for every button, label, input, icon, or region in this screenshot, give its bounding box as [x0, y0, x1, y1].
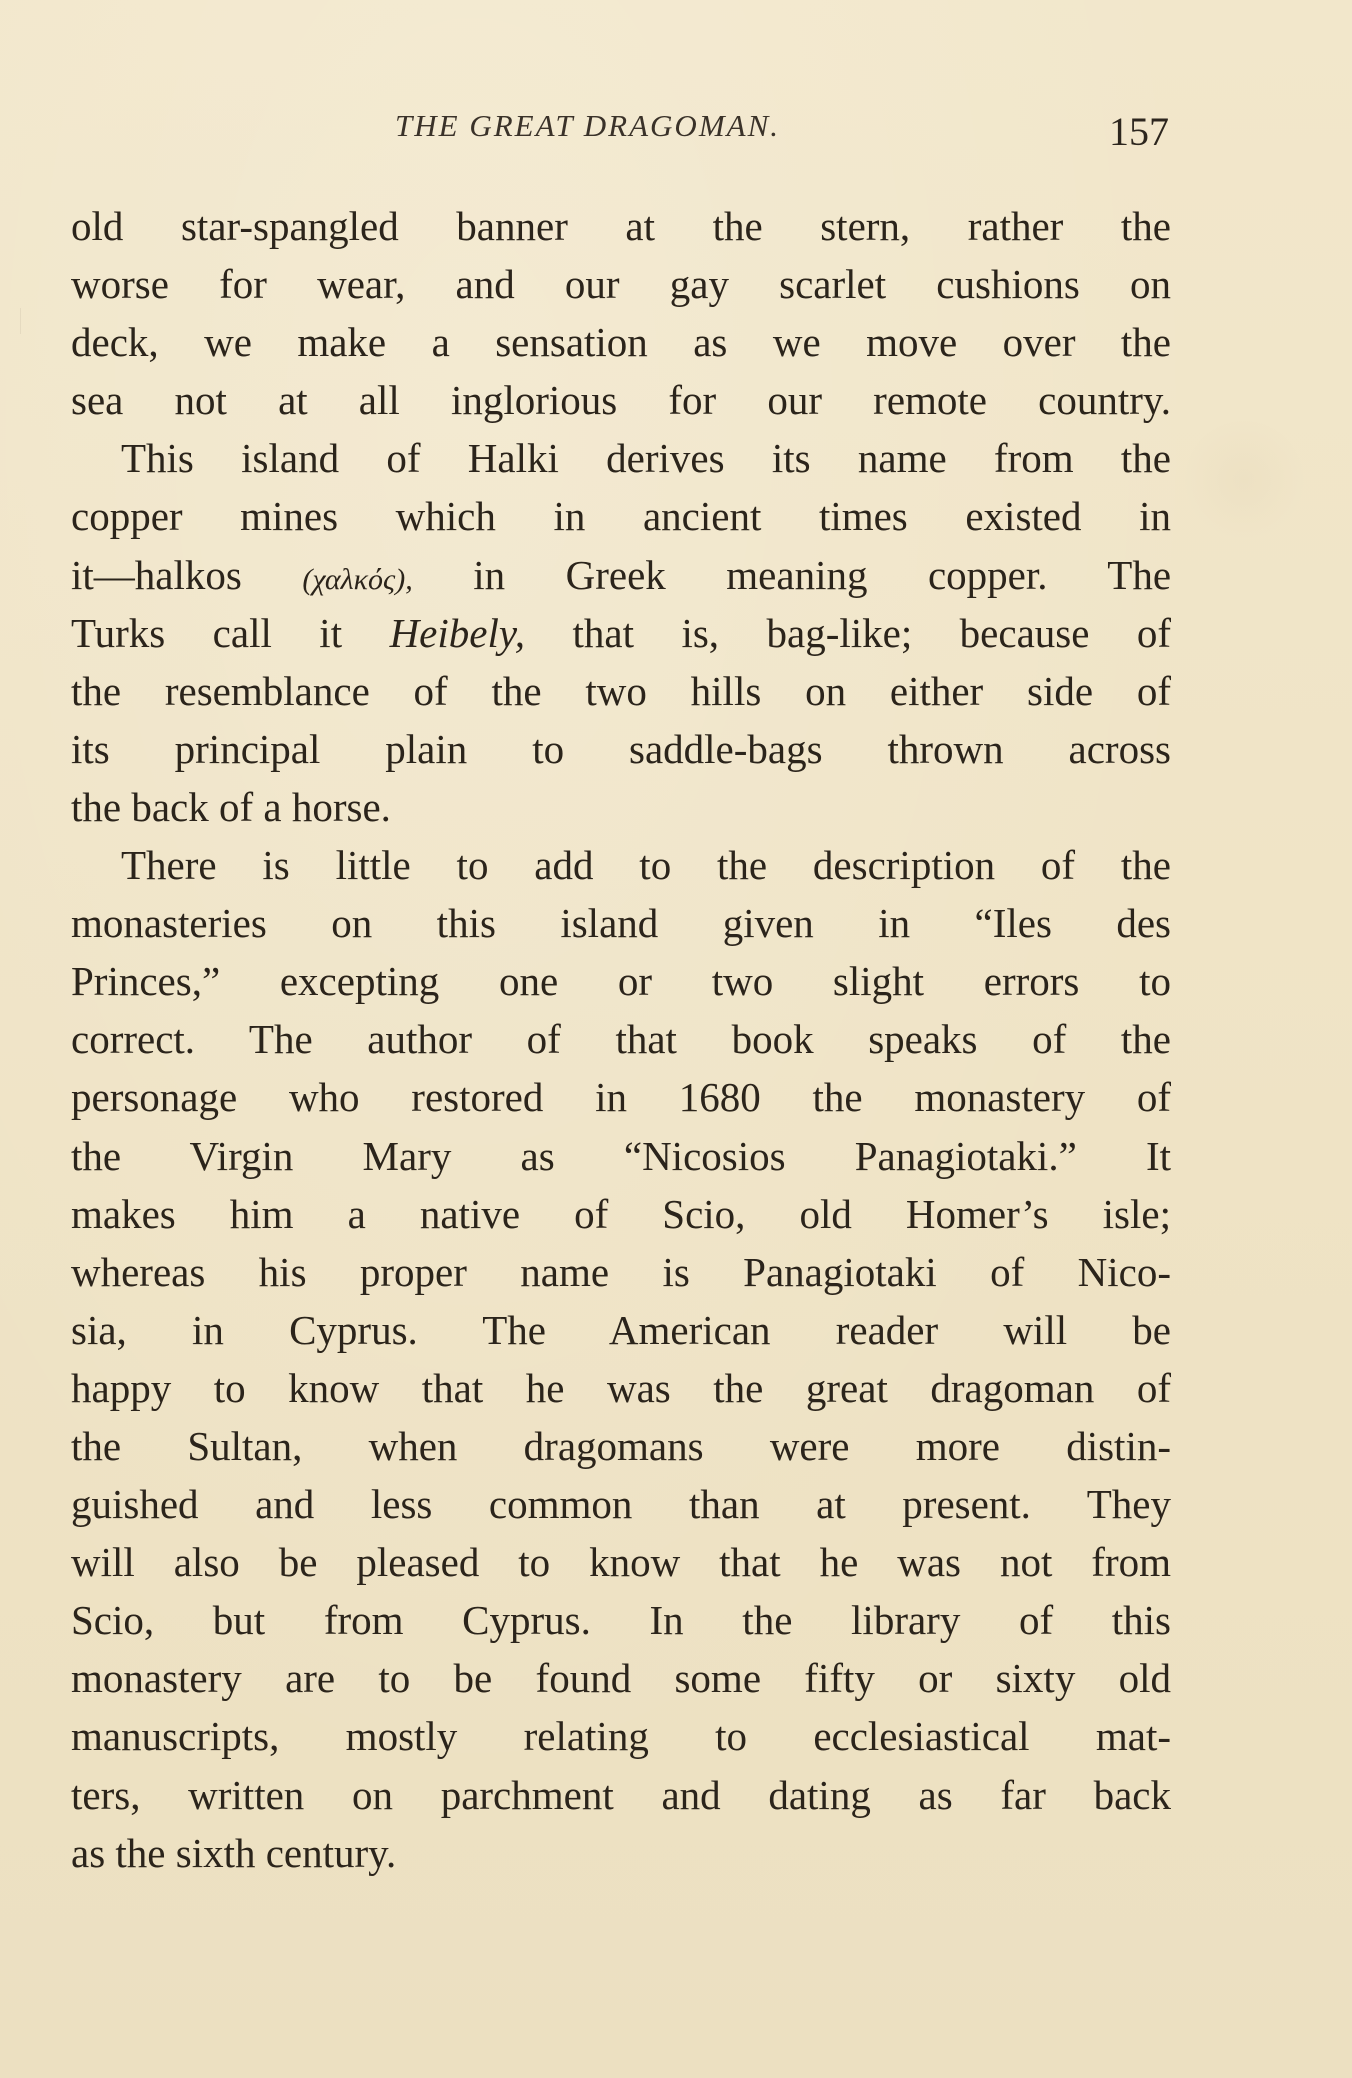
text-line: whereas his proper name is Panagiotaki of Nico-	[71, 1248, 1171, 1295]
text-line: Scio, but from Cyprus. In the library of this	[71, 1597, 1171, 1644]
paragraph-start-line: This island of Halki derives its name from the	[121, 435, 1171, 482]
text-line: monastery are to be found some fifty or sixty old	[71, 1655, 1171, 1702]
text-line: the resemblance of the two hills on either side of	[71, 667, 1171, 714]
text-line: the Virgin Mary as “Nicosios Panagiotaki.” It	[71, 1132, 1171, 1179]
text-line: guished and less common than at present. They	[71, 1481, 1171, 1528]
text-line: personage who restored in 1680 the monastery of	[71, 1074, 1171, 1121]
running-head	[0, 0, 1352, 170]
text-line: sea not at all inglorious for our remote country.	[71, 377, 1171, 424]
text-line: monasteries on this island given in “Iles des	[71, 900, 1171, 947]
text-line: copper mines which in ancient times existed in	[71, 493, 1171, 540]
text-line: old star-spangled banner at the stern, rather the	[71, 203, 1171, 249]
paragraph-start-line: There is little to add to the description of the	[121, 842, 1171, 889]
margin-mark	[20, 308, 33, 334]
greek-word: (χαλκός),	[302, 562, 413, 596]
text-line: ters, written on parchment and dating as far back	[71, 1771, 1171, 1818]
body-text	[71, 197, 1171, 1882]
text-line-with-italic-name	[71, 604, 1171, 662]
text-line: the Sultan, when dragomans were more distin-	[71, 1422, 1171, 1469]
text-line: correct. The author of that book speaks of the	[71, 1016, 1171, 1063]
line-prefix: it—halkos	[71, 551, 242, 598]
text-line: its principal plain to saddle-bags thrown across	[71, 725, 1171, 772]
text-line: sia, in Cyprus. The American reader will be	[71, 1306, 1171, 1353]
text-line: manuscripts, mostly relating to ecclesiastical mat-	[71, 1713, 1171, 1760]
text-line: will also be pleased to know that he was not from	[71, 1539, 1171, 1586]
text-line: deck, we make a sensation as we move over the	[71, 319, 1171, 366]
page-number: 157	[1109, 109, 1169, 154]
text-line-with-greek	[71, 546, 1171, 604]
text-line: makes him a native of Scio, old Homer’s isle;	[71, 1190, 1171, 1237]
paper-stain	[1184, 420, 1304, 540]
paragraph-end-line: the back of a horse.	[71, 783, 391, 830]
text-line: Princes,” excepting one or two slight errors to	[71, 958, 1171, 1005]
paragraph-end-line: as the sixth century.	[71, 1829, 397, 1876]
line-prefix: Turks call it	[71, 609, 343, 656]
line-remainder: that is, bag-like; because of	[572, 609, 1171, 656]
text-line: happy to know that he was the great dragoman of	[71, 1364, 1171, 1411]
running-title: THE GREAT DRAGOMAN.	[395, 108, 781, 143]
italic-name: Heibely,	[389, 609, 526, 656]
text-line: worse for wear, and our gay scarlet cushions on	[71, 261, 1171, 308]
line-remainder: in Greek meaning copper. The	[473, 551, 1171, 598]
